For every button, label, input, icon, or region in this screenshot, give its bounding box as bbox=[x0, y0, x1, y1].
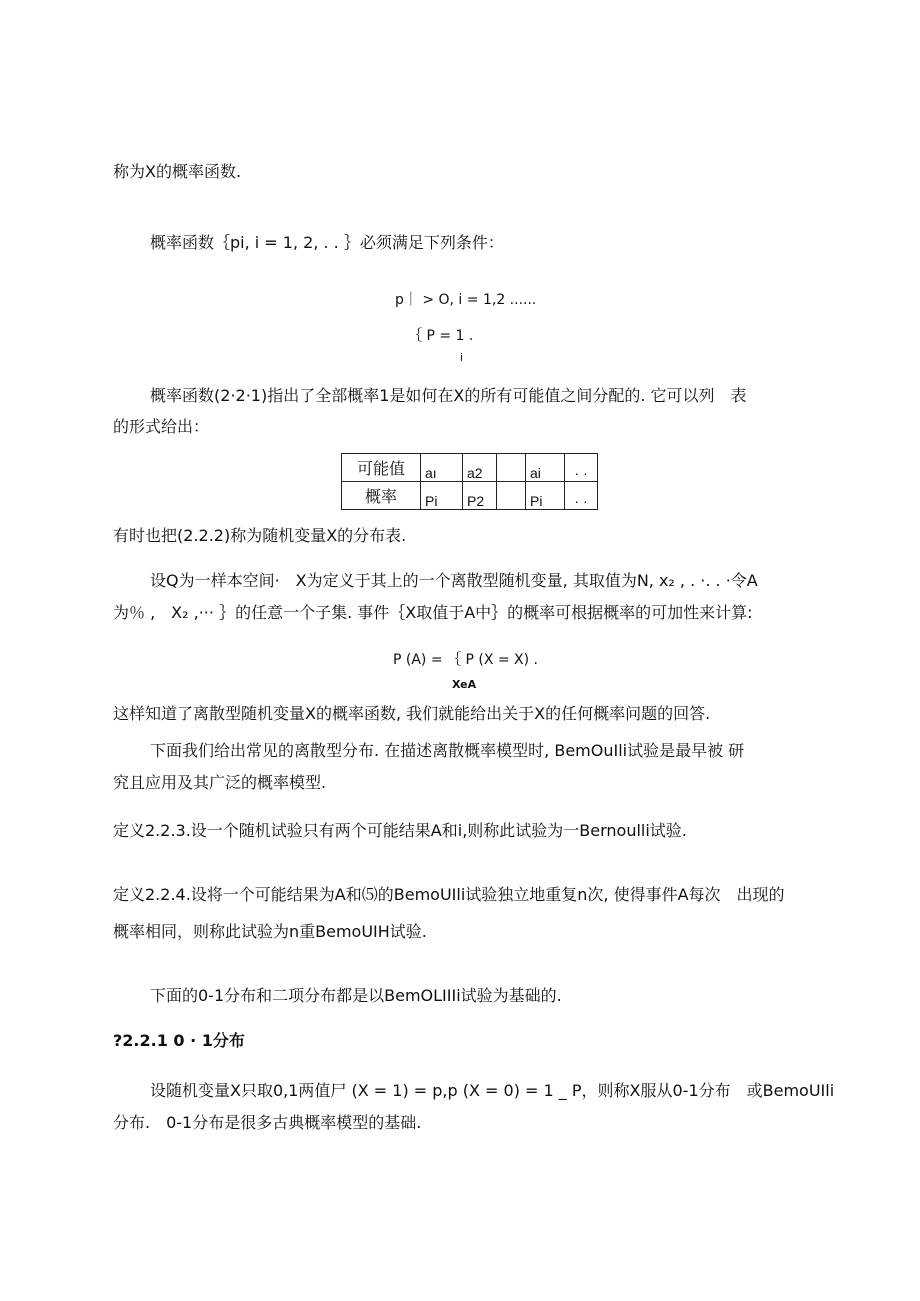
paragraph-line: 下面的0-1分布和二项分布都是以BemOLIIIi试验为基础的. bbox=[150, 986, 562, 1005]
table-row bbox=[342, 454, 598, 482]
paragraph-line: 这样知道了离散型随机变量X的概率函数, 我们就能给出关于X的任何概率问题的回答. bbox=[113, 704, 711, 723]
definition: 定义2.2.4.设将一个可能结果为A和⑸的BemoUIli试验独立地重复n次, 使得事件A每次 出现的 bbox=[113, 885, 785, 904]
paragraph-line: 的形式给出： bbox=[113, 417, 210, 436]
paragraph-line: 概率函数(2·2·1)指出了全部概率1是如何在X的所有可能值之间分配的. 它可以列 表 bbox=[150, 386, 747, 405]
table-cell: · · bbox=[565, 482, 598, 510]
table-cell: a2 bbox=[463, 454, 497, 482]
table-cell: ai bbox=[526, 454, 565, 482]
table-cell: 可能值 bbox=[342, 454, 421, 482]
paragraph-line: 有时也把(2.2.2)称为随机变量X的分布表. bbox=[113, 526, 407, 545]
table-cell bbox=[497, 454, 526, 482]
paragraph-line: 下面我们给出常见的离散型分布. 在描述离散概率模型时, BemOuIli试验是最早被 研 bbox=[150, 741, 745, 760]
equation-subscript: XeA bbox=[452, 678, 477, 691]
table-row bbox=[342, 482, 598, 510]
text-line: 概率函数｛pi, i = 1, 2, . . ｝必须满足下列条件： bbox=[150, 233, 504, 252]
table-cell: 概率 bbox=[342, 482, 421, 510]
paragraph-line: 为％ , X₂ ,··· ｝的任意一个子集. 事件｛X取值于A中｝的概率可根据概率的可加性来计算: bbox=[113, 603, 753, 622]
paragraph-line: 究且应用及其广泛的概率模型. bbox=[113, 773, 327, 792]
table-cell: aı bbox=[421, 454, 463, 482]
equation-subscript: i bbox=[460, 351, 464, 364]
paragraph-line: 分布. 0-1分布是很多古典概率模型的基础. bbox=[113, 1113, 422, 1132]
equation: ｛ P = 1 . bbox=[408, 328, 474, 344]
table-cell: · · bbox=[565, 454, 598, 482]
paragraph-line: 设Q为一样本空间· X为定义于其上的一个离散型随机变量, 其取值为N, x₂ , . ·. . ·令A bbox=[150, 571, 758, 590]
table-cell: P2 bbox=[463, 482, 497, 510]
text-line: 称为X的概率函数. bbox=[113, 162, 242, 181]
paragraph-line: 设随机变量X只取0,1两值尸 (X = 1) = p,p (X = 0) = 1 _ P，则称X服从0-1分布 或BemoUIli bbox=[150, 1081, 835, 1100]
definition: 概率相同，则称此试验为n重BemoUIH试验. bbox=[113, 922, 427, 941]
table-cell bbox=[497, 482, 526, 510]
equation: p｜ > O, i = 1,2 ...... bbox=[395, 292, 537, 308]
equation: P (A) = ｛ P (X = X) . bbox=[393, 652, 539, 668]
table-cell: Pi bbox=[526, 482, 565, 510]
table-cell: Pi bbox=[421, 482, 463, 510]
definition: 定义2.2.3.设一个随机试验只有两个可能结果A和i,则称此试验为一Bernoulli试验. bbox=[113, 821, 687, 840]
distribution-table bbox=[341, 453, 598, 510]
section-heading: ?2.2.1 0 · 1分布 bbox=[113, 1031, 245, 1050]
